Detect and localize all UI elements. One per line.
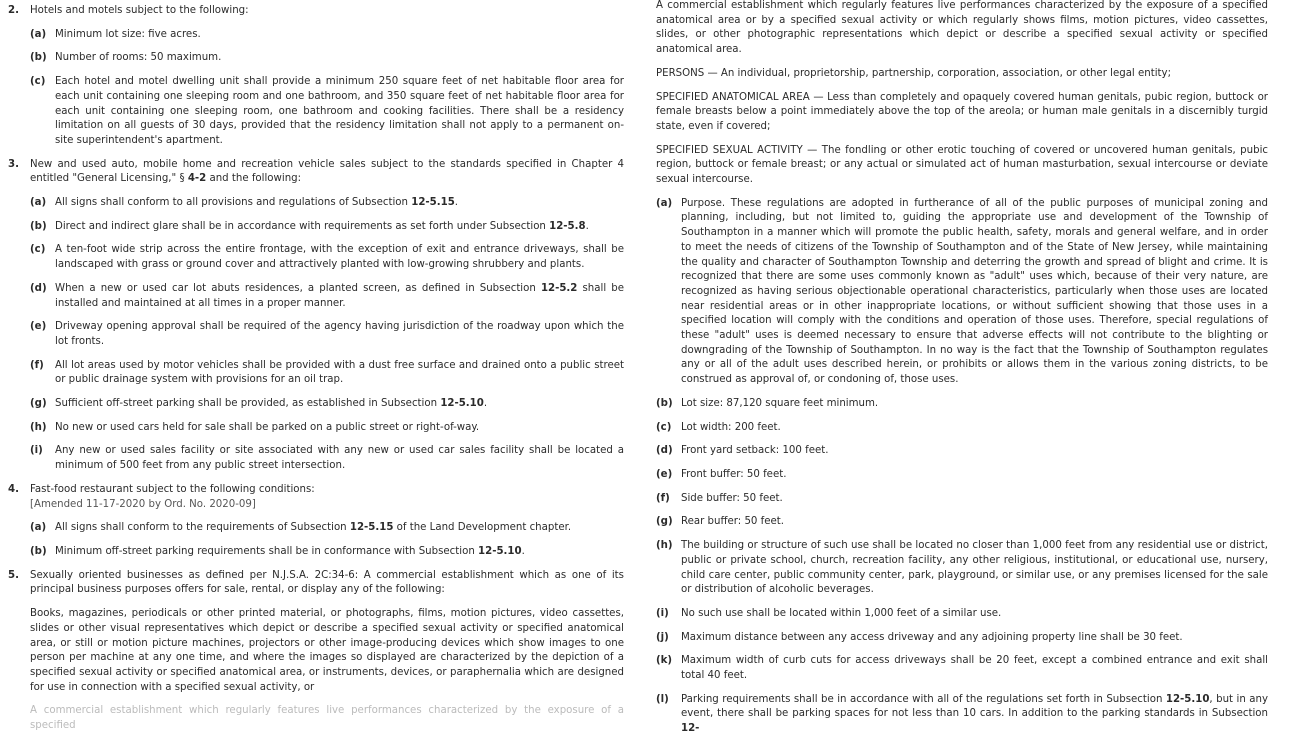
item-number: 3. [8,158,19,170]
subitem-text: Each hotel and motel dwelling unit shall provide a minimum 250 square feet of net habitable floor area for each unit containing one sleeping room and one bathroom, and 350 square feet of net habitable floor area for each unit containing one sleeping room, one bathroom and cooking facilities. There shall be a residency limitation on all guests of 30 days, provided that the residency limitation shall not apply to a permanent on-site superintendent's apartment. [55,76,624,146]
subitem-text: All signs shall conform to all provisions and regulations of Subsection [55,197,412,209]
code-reference[interactable]: 12-5.15 [349,522,394,534]
subitem-g [656,515,1268,530]
subitem-4b [30,545,624,560]
subitem-b [656,397,1268,412]
amendment-note: [Amended 11-17-2020 by Ord. No. 2020-09] [30,498,256,510]
subitem-3i [30,444,624,473]
subitem-text: Minimum off-street parking requirements shall be in conformance with Subsection [55,545,479,557]
subitem-text: . [585,220,589,232]
subitem-text: of the Land Development chapter. [393,522,572,534]
definition-persons: PERSONS — An individual, proprietorship, partnership, corporation, association, or other legal entity; [656,67,1172,79]
definition-sexual-activity: SPECIFIED SEXUAL ACTIVITY — The fondling or other erotic touching of covered or uncovered human genitals, pubic region, buttock or female breast; or any actual or simulated act of human masturbation, sexual intercourse or deviate sexual intercourse. [656,144,1268,186]
subitem-text: Any new or used sales facility or site associated with any new or used car sales facility shall be located a minimum of 500 feet from any public street intersection. [55,445,624,472]
subitem-letter: (h) [656,540,673,552]
subitem-3a [30,196,624,211]
subitem-i [656,607,1268,622]
subitem-a [656,197,1268,388]
subitem-letter: (d) [656,445,673,457]
subitem-text: Maximum width of curb cuts for access driveways shall be 20 feet, except a combined entrance and exit shall total 40 feet. [681,655,1268,682]
subitem-text: Side buffer: 50 feet. [681,492,783,504]
subitem-text: No such use shall be located within 1,000 feet of a similar use. [681,607,1002,619]
subitem-k [656,654,1268,683]
subitem-text: Front yard setback: 100 feet. [681,445,829,457]
subitem-text: shall be installed and maintained at all times in a proper manner. [55,282,624,309]
subitem-text: Front buffer: 50 feet. [681,468,787,480]
item-number: 2. [8,5,19,16]
item-text: Fast-food restaurant subject to the following conditions: [30,483,315,495]
code-reference[interactable]: 12-5.10 [478,545,522,557]
code-reference[interactable]: 12-5.10 [1165,693,1210,705]
subitem-letter: (c) [30,76,46,88]
subitem-letter: (a) [656,197,673,209]
item-3 [8,158,624,187]
subitem-letter: (k) [656,655,673,667]
item-text: Sexually oriented businesses as defined per N.J.S.A. 2C:34-6: A commercial establishment which as one of its principal business purposes offers for sale, rental, or display any of the following: [30,569,624,596]
subitem-text: All signs shall conform to the requirements of Subsection [55,522,350,534]
subitem-3h [30,421,624,436]
subitem-e [656,468,1268,483]
subitem-text: The building or structure of such use shall be located no closer than 1,000 feet from any residential use or district, public or private school, church, recreation facility, any other religious, institutional, or educational use, nursery, child care center, public community center, park, playground, or similar use, or any premises licensed for the sale or distribution of alcoholic beverages. [681,540,1268,596]
subitem-text: Rear buffer: 50 feet. [681,516,785,528]
code-reference[interactable]: 12-5.10 [440,398,484,410]
subitem-letter: (a) [30,28,47,40]
subitem-letter: (b) [30,220,47,232]
subitem-l [656,693,1268,737]
subitem-letter: (i) [30,445,43,457]
item-number: 4. [8,483,19,495]
subitem-h [656,539,1268,598]
definition-anatomical-area: SPECIFIED ANATOMICAL AREA — Less than completely and opaquely covered human genitals, pubic region, buttock or female breasts below a point immediately above the top of the areola; or human male genitals in a discernibly turgid state, even if covered; [656,91,1268,132]
subitem-letter: (f) [656,492,670,504]
subitem-d [656,444,1268,459]
subitem-2a [30,28,624,43]
subitem-letter: (g) [30,398,47,410]
subitem-3c [30,243,624,272]
subitem-letter: (i) [656,607,669,619]
subitem-text: Sufficient off-street parking shall be provided, as established in Subsection [55,398,441,410]
subitem-text: Parking requirements shall be in accordance with all of the regulations set forth in Subsection [681,693,1166,705]
subitem-text: Maximum distance between any access driveway and any adjoining property line shall be 30 feet. [681,631,1183,643]
code-reference[interactable]: 12-5.8 [549,220,586,232]
subitem-text: Driveway opening approval shall be required of the agency having jurisdiction of the roadway upon which the lot fronts. [55,321,624,347]
subitem-text: Number of rooms: 50 maximum. [55,52,222,64]
subitem-letter: (a) [30,522,47,534]
subitem-text: A ten-foot wide strip across the entire frontage, with the exception of exit and entrance driveways, shall be landscaped with grass or ground cover and attractively planted with low-growing shrubbery and plants. [55,244,624,271]
item-text: Hotels and motels subject to the following: [30,5,249,16]
code-reference[interactable]: 4-2 [187,173,207,185]
subitem-letter: (a) [30,197,47,209]
subitem-letter: (b) [656,397,673,409]
item-2 [8,4,624,19]
right-column [656,0,1268,746]
subitem-3d [30,282,624,311]
subitem-text: . [483,398,488,410]
item-text: and the following: [206,173,302,185]
subitem-letter: (c) [30,244,46,256]
subitem-letter: (h) [30,421,47,433]
subitem-letter: (l) [656,693,669,705]
subitem-text: . [521,545,525,557]
subitem-letter: (j) [656,631,669,643]
subitem-letter: (b) [30,52,47,64]
intro-paragraph: A commercial establishment which regularly features live performances characterized by the exposure of a specified anatomical area or by a specified sexual activity or which regularly shows films, motion pictures, video cassettes, slides, or other photographic representations which depict or describe a specified sexual activity or specified anatomical area. [656,0,1268,56]
item-text: New and used auto, mobile home and recreation vehicle sales subject to the standards specified in Chapter 4 entitled "General Licensing," § [30,158,624,185]
subitem-f [656,492,1268,507]
subitem-text: All lot areas used by motor vehicles shall be provided with a dust free surface and drained onto a public street or public drainage system with provisions for an oil trap. [55,359,624,386]
code-reference[interactable]: 12-5.2 [540,282,578,294]
subitem-letter: (f) [30,359,44,371]
subitem-text: When a new or used car lot abuts residences, a planted screen, as defined in Subsection [55,282,541,294]
subitem-2b [30,51,624,66]
subitem-j [656,631,1268,646]
subitem-3e [30,320,624,349]
subitem-letter: (c) [656,421,672,433]
subitem-letter: (g) [656,516,673,528]
item-5 [8,569,624,598]
subitem-text: Lot width: 200 feet. [681,421,781,433]
subitem-letter: (e) [656,468,673,480]
subitem-text: Direct and indirect glare shall be in accordance with requirements as set forth under Subsection [55,220,550,232]
item-number: 5. [8,569,19,581]
subitem-text: . [454,197,459,209]
code-reference[interactable]: 12- [681,723,700,735]
subitem-text: No new or used cars held for sale shall be parked on a public street or right-of-way. [55,421,480,433]
subitem-text: Lot size: 87,120 square feet minimum. [681,397,879,409]
subitem-text: , but in any event, there shall be parking spaces for not less than 10 cars. In addition to the parking standards in Subsection [681,693,1268,720]
subitem-text: Purpose. These regulations are adopted in furtherance of all of the public purposes of municipal zoning and planning, including, but not limited to, guiding the appropriate use and development of the Township of Southampton in a manner which will promote the public health, safety, morals and general welfare, and in order to meet the needs of citizens of the Township of Southampton and of the State of New Jersey, while maintaining the quality and character of Southampton Township and deterring the growth and spread of blight and crime. It is recognized that there are some uses commonly known as "adult" uses which, because of their very nature, are recognized as having serious objectionable operational characteristics, particularly when those uses are located near residential areas or in other inappropriate locations, or without sufficient showing that those uses in a specified location will comply with the conditions and operation of those uses. Therefore, special regulations of these "adult" uses is deemed necessary to ensure that adverse effects will not contribute to the blighting or downgrading of the Township of Southampton. In no way is the fact that the Township of Southampton regulates any or all of the adult uses described herein, or prohibits or allows them in the various zoning districts, to be construed as approval of, or condoning of, those uses. [681,197,1268,386]
subitem-c [656,421,1268,436]
item-4 [8,483,624,512]
subitem-3b [30,220,624,235]
subitem-text: Minimum lot size: five acres. [55,28,201,40]
subitem-letter: (d) [30,282,47,294]
left-column [8,4,624,732]
subitem-letter: (b) [30,545,47,557]
subitem-3f [30,359,624,388]
cut-off-text: A commercial establishment which regularly features live performances characterized by the exposure of a specified [30,705,624,732]
subitem-4a [30,521,624,536]
subitem-2c [30,75,624,149]
definition-paragraph: Books, magazines, periodicals or other printed material, or photographs, films, motion pictures, video cassettes, slides or other visual representatives which depict or describe a specified sexual activity or specified anatomical area, or still or motion picture machines, projectors or other image-producing devices which show images to one person per machine at any one time, and where the images so displayed are characterized by the depiction of a specified sexual activity or specified anatomical area, or instruments, devices, or paraphernalia which are designed for use in connection with a specified sexual activity, or [30,608,624,693]
subitem-3g [30,397,624,412]
subitem-letter: (e) [30,321,47,333]
code-reference[interactable]: 12-5.15 [411,197,455,209]
